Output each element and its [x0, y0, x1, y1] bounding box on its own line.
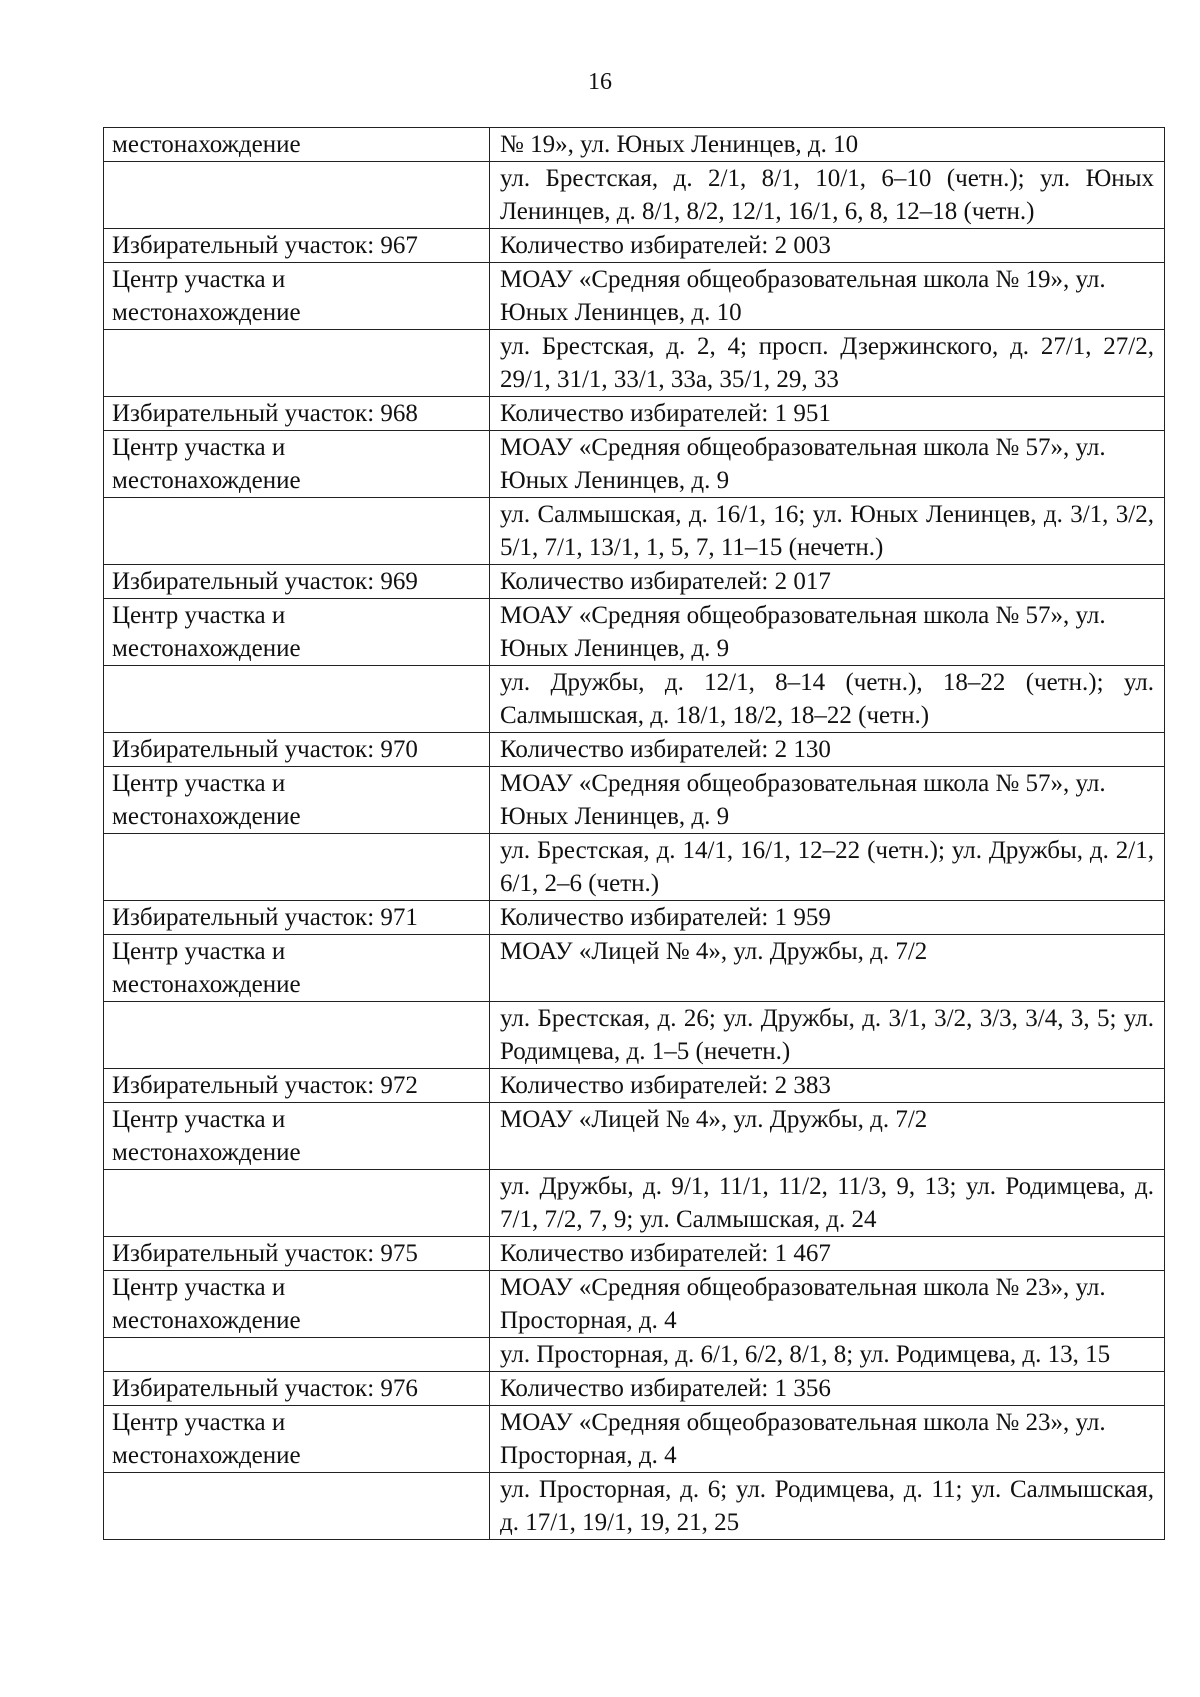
voter-count-cell: Количество избирателей: 1 467: [490, 1237, 1165, 1271]
center-address-cell: МОАУ «Средняя общеобразовательная школа № 57», ул. Юных Ленинцев, д. 9: [490, 767, 1165, 834]
streets-cell: ул. Просторная, д. 6/1, 6/2, 8/1, 8; ул. Родимцева, д. 13, 15: [490, 1338, 1165, 1372]
empty-cell: [104, 1473, 490, 1540]
center-address-cell: № 19», ул. Юных Ленинцев, д. 10: [490, 128, 1165, 162]
center-label-cell: Центр участка и местонахождение: [104, 431, 490, 498]
streets-cell: ул. Салмышская, д. 16/1, 16; ул. Юных Ленинцев, д. 3/1, 3/2, 5/1, 7/1, 13/1, 1, 5, 7, 11–15 (нечетн.): [490, 498, 1165, 565]
center-address-cell: МОАУ «Средняя общеобразовательная школа № 57», ул. Юных Ленинцев, д. 9: [490, 431, 1165, 498]
precinct-number-cell: Избирательный участок: 976: [104, 1372, 490, 1406]
table-row-streets: [104, 162, 1165, 229]
center-label-cell: Центр участка и местонахождение: [104, 935, 490, 1002]
table-row-precinct: [104, 733, 1165, 767]
page-number: 16: [588, 69, 612, 95]
streets-cell: ул. Дружбы, д. 12/1, 8–14 (четн.), 18–22 (четн.); ул. Салмышская, д. 18/1, 18/2, 18–22 (четн.): [490, 666, 1165, 733]
table-row-center: [104, 1271, 1165, 1338]
center-label-cell: Центр участка и местонахождение: [104, 1406, 490, 1473]
center-address-cell: МОАУ «Средняя общеобразовательная школа № 23», ул. Просторная, д. 4: [490, 1271, 1165, 1338]
empty-cell: [104, 834, 490, 901]
voter-count-cell: Количество избирателей: 2 383: [490, 1069, 1165, 1103]
streets-cell: ул. Брестская, д. 2/1, 8/1, 10/1, 6–10 (четн.); ул. Юных Ленинцев, д. 8/1, 8/2, 12/1, 16/1, 6, 8, 12–18 (четн.): [490, 162, 1165, 229]
center-label-cell: Центр участка и местонахождение: [104, 599, 490, 666]
voter-count-cell: Количество избирателей: 2 017: [490, 565, 1165, 599]
center-label-cell: Центр участка и местонахождение: [104, 1271, 490, 1338]
table-row-precinct: [104, 1372, 1165, 1406]
table-row-streets: [104, 330, 1165, 397]
precinct-number-cell: Избирательный участок: 972: [104, 1069, 490, 1103]
precinct-number-cell: Избирательный участок: 975: [104, 1237, 490, 1271]
table-row-center: [104, 935, 1165, 1002]
table-row-streets: [104, 498, 1165, 565]
streets-cell: ул. Просторная, д. 6; ул. Родимцева, д. 11; ул. Салмышская, д. 17/1, 19/1, 19, 21, 25: [490, 1473, 1165, 1540]
table-row-center: [104, 263, 1165, 330]
precinct-number-cell: Избирательный участок: 967: [104, 229, 490, 263]
center-address-cell: МОАУ «Средняя общеобразовательная школа № 57», ул. Юных Ленинцев, д. 9: [490, 599, 1165, 666]
table-row-precinct: [104, 901, 1165, 935]
center-address-cell: МОАУ «Лицей № 4», ул. Дружбы, д. 7/2: [490, 935, 1165, 1002]
precinct-number-cell: Избирательный участок: 970: [104, 733, 490, 767]
streets-cell: ул. Брестская, д. 26; ул. Дружбы, д. 3/1, 3/2, 3/3, 3/4, 3, 5; ул. Родимцева, д. 1–5 (нечетн.): [490, 1002, 1165, 1069]
table-row-streets: [104, 1338, 1165, 1372]
precinct-number-cell: Избирательный участок: 971: [104, 901, 490, 935]
empty-cell: [104, 1002, 490, 1069]
table-row-precinct: [104, 1069, 1165, 1103]
table-row-center: [104, 599, 1165, 666]
precinct-number-cell: Избирательный участок: 968: [104, 397, 490, 431]
table-row-streets: [104, 834, 1165, 901]
streets-cell: ул. Брестская, д. 2, 4; просп. Дзержинского, д. 27/1, 27/2, 29/1, 31/1, 33/1, 33а, 35/1, 29, 33: [490, 330, 1165, 397]
voter-count-cell: Количество избирателей: 2 130: [490, 733, 1165, 767]
precincts-table-body: [104, 128, 1165, 1540]
center-address-cell: МОАУ «Лицей № 4», ул. Дружбы, д. 7/2: [490, 1103, 1165, 1170]
table-row-precinct: [104, 397, 1165, 431]
empty-cell: [104, 1170, 490, 1237]
table-row-streets: [104, 1170, 1165, 1237]
table-row-center: [104, 1406, 1165, 1473]
table-row-streets: [104, 666, 1165, 733]
table-row-center: [104, 431, 1165, 498]
empty-cell: [104, 162, 490, 229]
center-label-cell: Центр участка и местонахождение: [104, 767, 490, 834]
center-address-cell: МОАУ «Средняя общеобразовательная школа № 23», ул. Просторная, д. 4: [490, 1406, 1165, 1473]
voter-count-cell: Количество избирателей: 2 003: [490, 229, 1165, 263]
streets-cell: ул. Дружбы, д. 9/1, 11/1, 11/2, 11/3, 9, 13; ул. Родимцева, д. 7/1, 7/2, 7, 9; ул. Салмышская, д. 24: [490, 1170, 1165, 1237]
center-label-cell: Центр участка и местонахождение: [104, 263, 490, 330]
table-row-streets: [104, 1002, 1165, 1069]
table-row-precinct: [104, 565, 1165, 599]
precinct-number-cell: Избирательный участок: 969: [104, 565, 490, 599]
precincts-table: [103, 127, 1165, 1540]
empty-cell: [104, 666, 490, 733]
table-row-precinct: [104, 229, 1165, 263]
voter-count-cell: Количество избирателей: 1 951: [490, 397, 1165, 431]
streets-cell: ул. Брестская, д. 14/1, 16/1, 12–22 (четн.); ул. Дружбы, д. 2/1, 6/1, 2–6 (четн.): [490, 834, 1165, 901]
empty-cell: [104, 498, 490, 565]
center-label-cell: Центр участка и местонахождение: [104, 1103, 490, 1170]
empty-cell: [104, 330, 490, 397]
center-label-cell: местонахождение: [104, 128, 490, 162]
voter-count-cell: Количество избирателей: 1 959: [490, 901, 1165, 935]
table-row-streets: [104, 1473, 1165, 1540]
empty-cell: [104, 1338, 490, 1372]
table-row-center: [104, 767, 1165, 834]
voter-count-cell: Количество избирателей: 1 356: [490, 1372, 1165, 1406]
table-row-precinct: [104, 1237, 1165, 1271]
table-row-center: [104, 1103, 1165, 1170]
table-row-center: [104, 128, 1165, 162]
center-address-cell: МОАУ «Средняя общеобразовательная школа № 19», ул. Юных Ленинцев, д. 10: [490, 263, 1165, 330]
